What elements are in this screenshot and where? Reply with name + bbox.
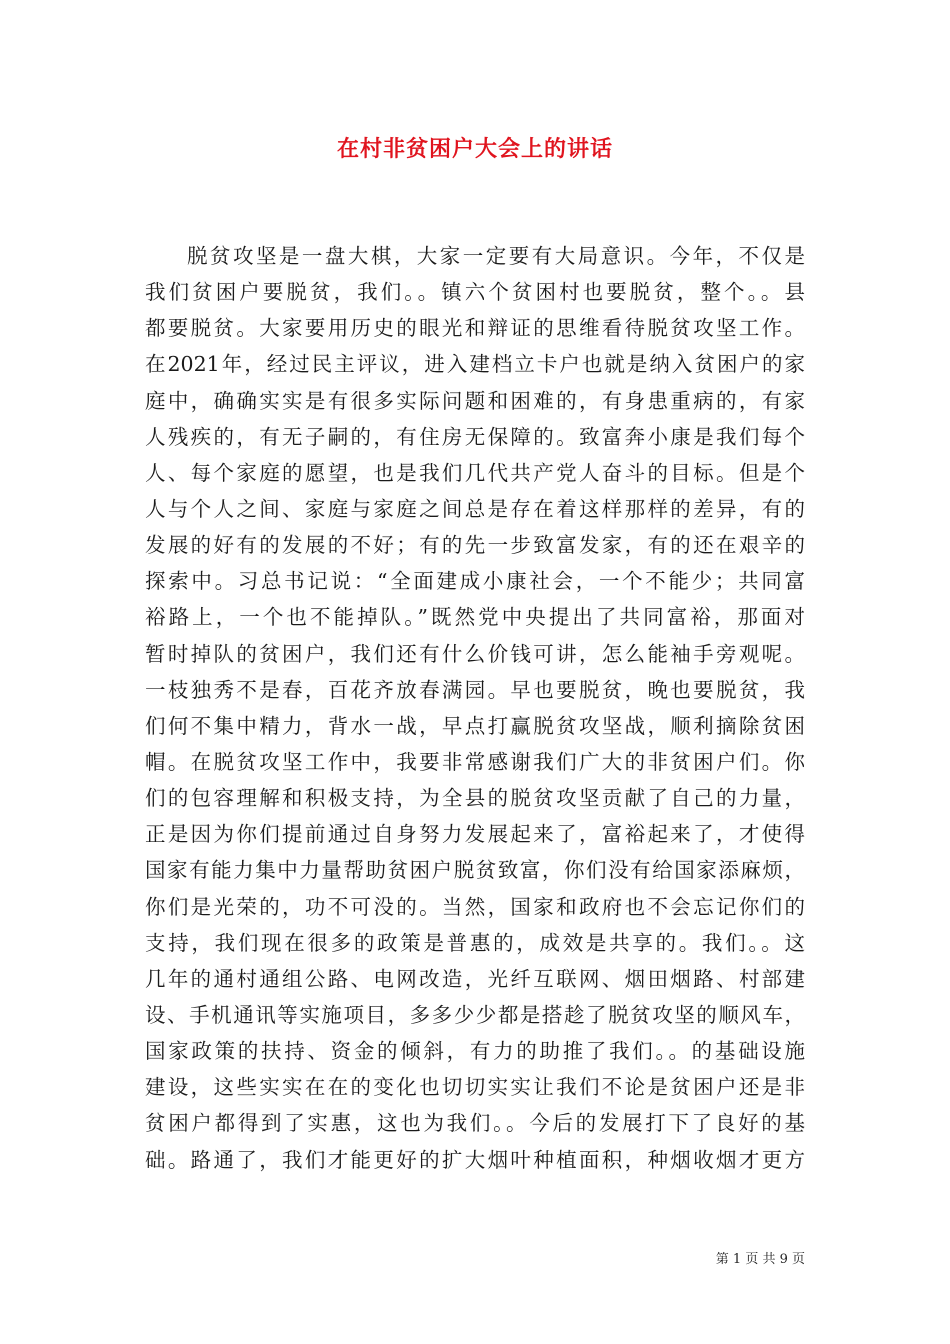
body-paragraph (145, 238, 805, 1178)
body-line: 设、手机通讯等实施项目，多多少少都是搭趁了脱贫攻坚的顺风车， (145, 1002, 805, 1027)
body-line: 建设，这些实实在在的变化也切切实实让我们不论是贫困户还是非 (145, 1075, 805, 1100)
page-number: 第 1 页 共 9 页 (715, 1252, 805, 1267)
document-title: 在村非贫困户大会上的讲话 (336, 136, 613, 162)
body-line: 都要脱贫。大家要用历史的眼光和辩证的思维看待脱贫攻坚工作。 (145, 316, 805, 341)
body-line: 在2021年，经过民主评议，进入建档立卡户也就是纳入贫困户的家 (145, 352, 805, 377)
body-line: 人、每个家庭的愿望，也是我们几代共产党人奋斗的目标。但是个 (145, 460, 805, 485)
body-line: 正是因为你们提前通过自身努力发展起来了，富裕起来了，才使得 (145, 822, 805, 847)
body-line: 们何不集中精力，背水一战，早点打赢脱贫攻坚战，顺利摘除贫困 (145, 713, 805, 738)
body-line: 庭中，确确实实是有很多实际问题和困难的，有身患重病的，有家 (145, 388, 805, 413)
body-line: 暂时掉队的贫困户，我们还有什么价钱可讲，怎么能袖手旁观呢。 (145, 641, 805, 666)
body-line: 人残疾的，有无子嗣的，有住房无保障的。致富奔小康是我们每个 (145, 424, 805, 449)
body-line: 裕路上，一个也不能掉队。”既然党中央提出了共同富裕，那面对 (145, 605, 805, 630)
body-line: 国家有能力集中力量帮助贫困户脱贫致富，你们没有给国家添麻烦， (145, 858, 805, 883)
body-line: 几年的通村通组公路、电网改造，光纤互联网、烟田烟路、村部建 (145, 966, 805, 991)
body-line: 们的包容理解和积极支持，为全县的脱贫攻坚贡献了自己的力量， (145, 786, 805, 811)
body-line: 人与个人之间、家庭与家庭之间总是存在着这样那样的差异，有的 (145, 496, 805, 521)
body-line: 础。路通了，我们才能更好的扩大烟叶种植面积，种烟收烟才更方 (145, 1147, 805, 1172)
body-line: 脱贫攻坚是一盘大棋，大家一定要有大局意识。今年，不仅是 (187, 244, 805, 268)
body-line: 国家政策的扶持、资金的倾斜，有力的助推了我们。。的基础设施 (145, 1039, 805, 1064)
body-line: 你们是光荣的，功不可没的。当然，国家和政府也不会忘记你们的 (145, 894, 805, 919)
body-line: 帽。在脱贫攻坚工作中，我要非常感谢我们广大的非贫困户们。你 (145, 749, 805, 774)
body-line: 支持，我们现在很多的政策是普惠的，成效是共享的。我们。。这 (145, 930, 805, 955)
body-line: 贫困户都得到了实惠，这也为我们。。今后的发展打下了良好的基 (145, 1111, 805, 1136)
body-line: 一枝独秀不是春，百花齐放春满园。早也要脱贫，晚也要脱贫，我 (145, 677, 805, 702)
body-line: 发展的好有的发展的不好；有的先一步致富发家，有的还在艰辛的 (145, 533, 805, 558)
body-line: 探索中。习总书记说：“全面建成小康社会，一个不能少；共同富 (145, 569, 805, 594)
body-line: 我们贫困户要脱贫，我们。。镇六个贫困村也要脱贫，整个。。县 (145, 280, 805, 305)
